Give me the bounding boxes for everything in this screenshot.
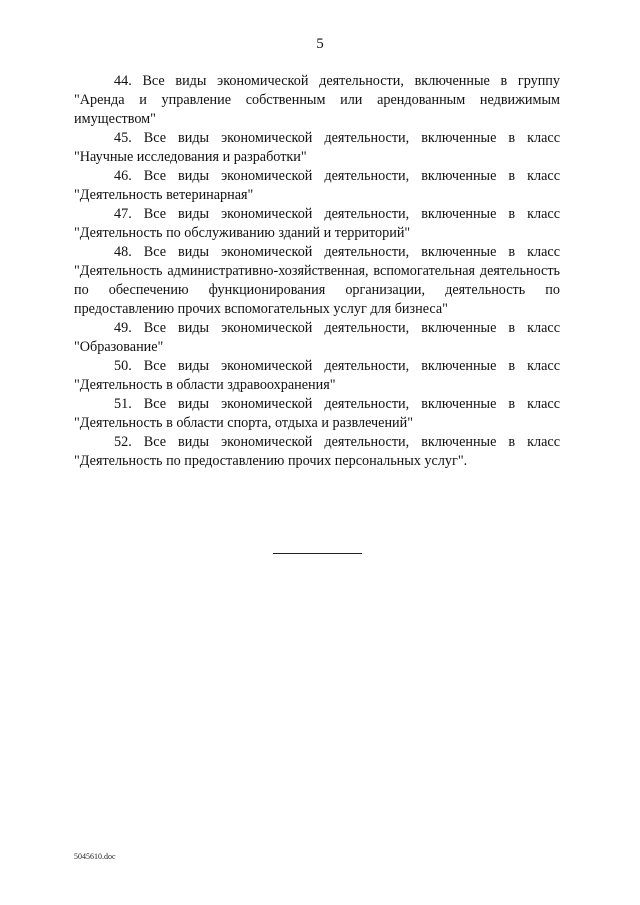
list-item-44: 44. Все виды экономической деятельности, включенные в группу "Аренда и управление собственным или арендованным недвижимым имуществом"	[74, 73, 560, 127]
end-separator-line	[273, 553, 362, 554]
list-item-49: 49. Все виды экономической деятельности, включенные в класс "Образование"	[74, 320, 560, 355]
list-item-48: 48. Все виды экономической деятельности, включенные в класс "Деятельность административно-хозяйственная, вспомогательная деятельность по обеспечению функционирования организации, деятельность по предоставлению прочих вспомогательных услуг для бизнеса"	[74, 244, 560, 317]
list-item-52: 52. Все виды экономической деятельности, включенные в класс "Деятельность по предоставлению прочих персональных услуг".	[74, 434, 560, 469]
page-number: 5	[316, 36, 324, 52]
document-body	[74, 72, 560, 471]
list-item-51: 51. Все виды экономической деятельности, включенные в класс "Деятельность в области спорта, отдыха и развлечений"	[74, 396, 560, 431]
list-item-46: 46. Все виды экономической деятельности, включенные в класс "Деятельность ветеринарная"	[74, 168, 560, 203]
list-item-45: 45. Все виды экономической деятельности, включенные в класс "Научные исследования и разработки"	[74, 130, 560, 165]
list-item-47: 47. Все виды экономической деятельности, включенные в класс "Деятельность по обслуживанию зданий и территорий"	[74, 206, 560, 241]
document-reference: 5045610.doc	[74, 852, 116, 861]
list-item-50: 50. Все виды экономической деятельности, включенные в класс "Деятельность в области здравоохранения"	[74, 358, 560, 393]
